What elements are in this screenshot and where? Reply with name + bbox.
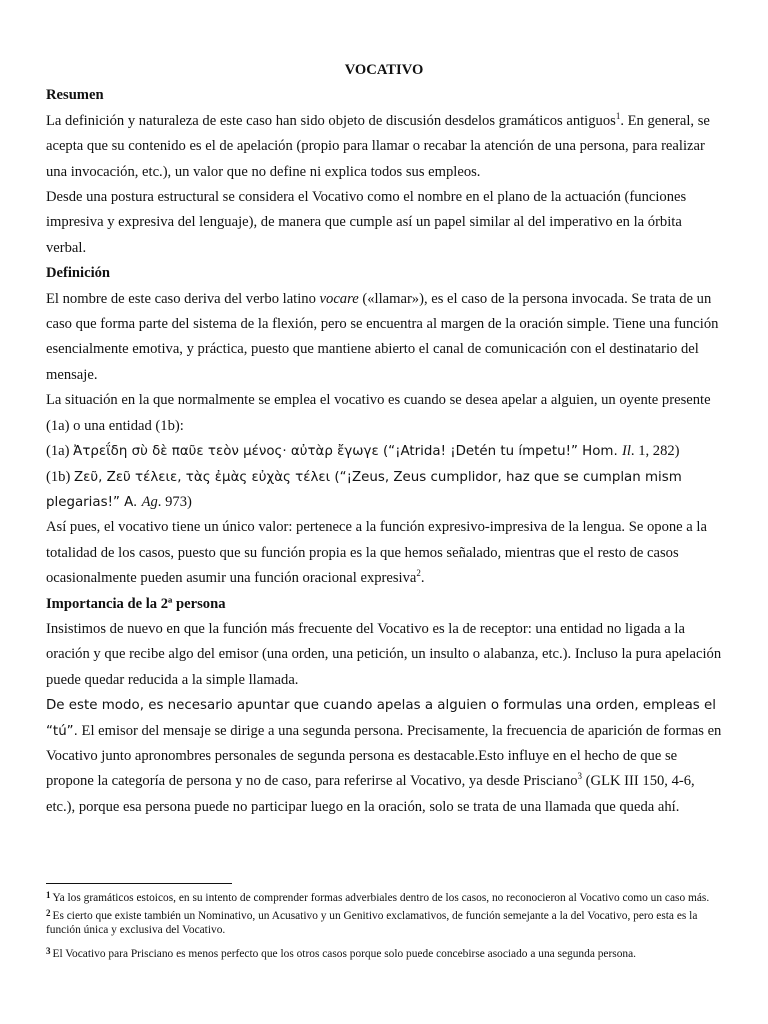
example-1b-ref: . 973) [157,493,192,510]
definicion-paragraph-2: La situación en la que normalmente se emplea el vocativo es cuando se desea apelar a alguien, un oyente presente (1a) o una entidad (1b): [46,392,711,434]
importancia-paragraph-1: Insistimos de nuevo en que la función más frecuente del Vocativo es la de receptor: una entidad no ligada a la oración y que recibe algo del emisor (una orden, una petición, un insulto o alabanza, etc.). Incluso la pura apelación puede quedar reducida a la simple llamada. [46,620,722,688]
document-title: VOCATIVO [344,62,424,78]
example-1a-label: (1a) [46,443,74,460]
footnote-3-mark: 3 [46,945,51,956]
example-1b [46,465,722,516]
document-body [46,58,722,820]
example-1b-label: (1b) [46,468,74,485]
resumen-p1-text-cont: . En general, se acepta que su contenido es el de apelación (propio para llamar o recabar la atención de una persona, para realizar una invocación, etc.), un valor que no define ni explica todos sus empleos. [46,112,710,180]
footnote-1-text: Ya los gramáticos estoicos, en su intento de comprender formas adverbiales dentro de los casos, no reconocieron al Vocativo como un caso más. [52,892,710,904]
example-1a-work: Il [621,443,631,460]
footnote-1-mark: 1 [46,890,51,900]
footnote-3 [46,944,726,961]
heading-importancia: Importancia de la 2ª persona [46,595,226,612]
definicion-p3-text: Así pues, el vocativo tiene un único valor: pertenece a la función expresivo-impresiva de la lengua. Se opone a la totalidad de los casos, puesto que su función propia es la que hemos señalado, mientras que el resto de casos ocasionalmente pueden asumir una función oracional expresiva [46,519,707,587]
definicion-p1-text: El nombre de este caso deriva del verbo latino [46,290,320,307]
definicion-p1-text-cont: («llamar»), es el caso de la persona invocada. Se trata de un caso que forma parte del sistema de la flexión, pero se encuentra al margen de la oración simple. Tiene una función esencialmente emotiva, y práctica, puesto que mantiene abierto el canal de comunicación con el destinatario del mensaje. [46,290,719,383]
example-1b-work: Ag [141,493,158,510]
example-1a-greek: Ἀτρεΐδη σὺ δὲ παῦε τεὸν μένος· αὐτὰρ ἔγωγε (“¡Atrida! ¡Detén tu ímpetu!” Hom. [73,444,622,460]
importancia-paragraph-2 [46,693,722,820]
heading-resumen: Resumen [46,87,104,104]
resumen-paragraph-1 [46,109,722,185]
footnotes [46,888,726,962]
heading-definicion: Definición [46,265,111,282]
resumen-p1-text: La definición y naturaleza de este caso han sido objeto de discusión desdelos gramáticos antiguos [46,112,616,129]
footnote-ref-1[interactable]: 1 [615,110,621,121]
example-1a [46,439,722,464]
definicion-p3-text-cont: . [420,570,425,587]
example-1b-greek: Ζεῦ, Ζεῦ τέλειε, τὰς ἐμὰς εὐχὰς τέλει (“¡Zeus, Zeus cumplidor, haz que se cumplan mism plegarias!” A. [46,469,682,510]
importancia-p2-sans: De este modo, es necesario apuntar que cuando apelas a alguien o formulas una orden, empleas el “tú”. [46,698,717,739]
example-1a-ref: . 1, 282) [630,443,680,460]
latin-term: vocare [319,290,359,307]
footnote-1 [46,888,726,905]
resumen-paragraph-2: Desde una postura estructural se considera el Vocativo como el nombre en el plano de la actuación (funciones impresiva y expresiva del lenguaje), de manera que cumple así un papel similar al del imperativo en la órbita verbal. [46,189,687,256]
footnote-ref-3[interactable]: 3 [577,771,583,782]
footnote-ref-2[interactable]: 2 [416,568,421,579]
definicion-paragraph-1 [46,287,722,389]
definicion-paragraph-3 [46,515,722,591]
importancia-p2-text: El emisor del mensaje se dirige a una segunda persona. Precisamente, la frecuencia de aparición de formas en Vocativo junto apronombres personales de segunda persona es destacable.Esto influye en el hecho de que se propone la categoría de persona y no de caso, para referirse al Vocativo, ya desde Prisciano [46,722,722,790]
footnote-3-text: El Vocativo para Prisciano es menos perfecto que los otros casos porque solo puede concebirse asociado a una segunda persona. [52,947,636,960]
importancia-p2-text-cont: (GLK III 150, 4-6, etc.), porque esa persona puede no participar luego en la oración, solo se trata de una llamada que queda ahí. [46,773,695,815]
footnote-separator [46,883,232,884]
footnote-2-text: Es cierto que existe también un Nominativo, un Acusativo y un Genitivo exclamativos, de función semejante a la del Vocativo, pero esta es la función única y exclusiva del Vocativo. [46,910,698,937]
footnote-2-mark: 2 [46,908,51,919]
footnote-2 [46,906,726,937]
